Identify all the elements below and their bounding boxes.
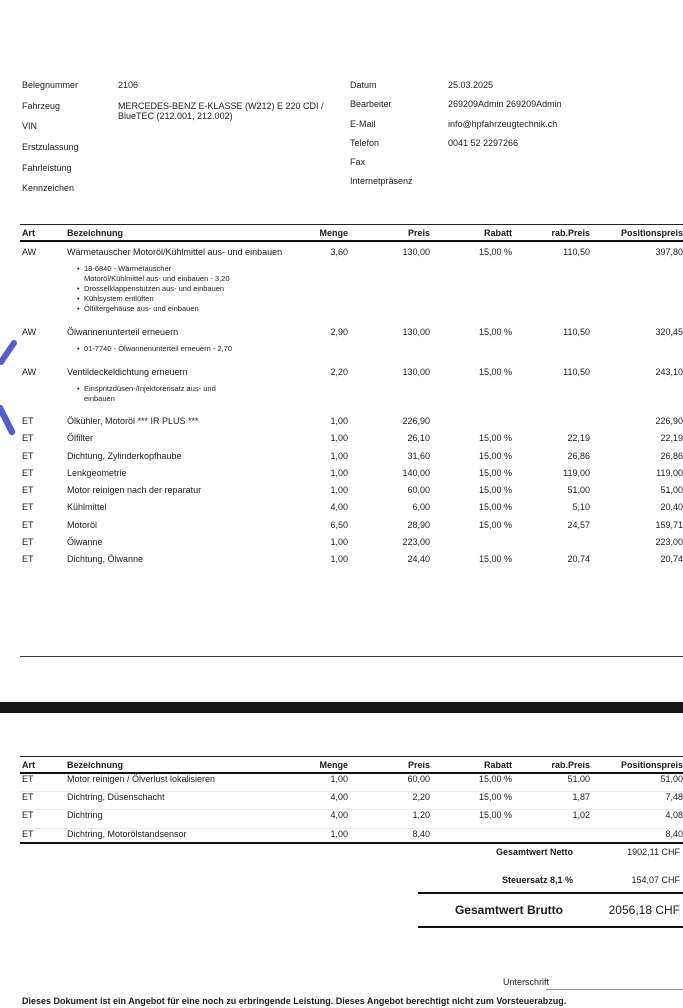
footer-disclaimer: Dieses Dokument ist ein Angebot für eine noch zu erbringende Leistung. Dieses Angebot berechtigt nicht zum Vorsteuerabzug. [22,996,567,1006]
cell-art: ET [22,537,34,548]
sub-position-item: • Drosselklappenstutzen aus- und einbauen [77,284,232,294]
col-menge: Menge [319,228,348,238]
cell-pospreis: 26,86 [660,450,683,461]
cell-preis: 130,00 [402,367,430,377]
col-pospreis: Positionspreis [620,760,683,770]
table-row [20,327,683,354]
info-label: Erstzulassung [22,142,79,153]
cell-bezeichnung: Ölwannenunterteil erneuern [67,327,179,337]
cell-pospreis: 223,00 [655,537,683,548]
col-rabatt: Rabatt [483,760,512,770]
table-row [20,485,683,502]
info-label: Internetpräsenz [350,176,413,187]
table-row [20,537,683,554]
sub-position-item: • Ölfiltergehäuse aus- und einbauen [77,304,232,314]
info-label: Fahrzeug [22,100,61,111]
col-art: Art [22,760,35,770]
info-label: E-Mail [350,118,376,129]
cell-rabpreis [512,416,590,427]
info-row [22,163,342,184]
col-rabatt: Rabatt [483,228,512,238]
cell-menge: 1,00 [330,416,348,426]
totals-rule-top [418,892,683,894]
cell-preis: 26,10 [407,433,430,444]
table-row [20,468,683,485]
cell-rabpreis: 51,00 [567,774,590,784]
total-netto-value: 1902,11 CHF [627,847,680,857]
cell-preis: 223,00 [402,537,430,548]
info-row [350,138,683,157]
cell-art: ET [22,519,34,530]
total-netto-row [350,847,680,857]
col-rabpreis: rab.Preis [551,760,590,770]
cell-pospreis: 4,08 [665,810,683,821]
table-row [20,520,683,537]
info-row [22,183,342,204]
cell-menge: 4,00 [330,792,348,803]
cell-rabpreis: 51,00 [567,485,590,496]
info-value: 0041 52 2297266 [448,137,519,148]
col-preis: Preis [407,760,430,770]
cell-rabpreis: 1,87 [572,792,590,803]
cell-rabatt: 15,00 % [478,502,512,513]
cell-menge: 3,60 [330,247,348,257]
col-menge: Menge [319,760,348,770]
cell-art: ET [22,416,34,426]
col-art: Art [22,228,35,238]
cell-menge: 6,50 [330,519,348,530]
sub-position-item: • Einspritzdüsen-/Injektorensatz aus- und einbauen [77,384,232,404]
cell-menge: 1,00 [330,537,348,548]
info-row [350,99,683,118]
cell-rabpreis: 22,19 [567,433,590,444]
cell-rabpreis: 24,57 [567,519,590,530]
cell-preis: 130,00 [402,327,430,337]
total-brutto-label: Gesamtwert Brutto [454,903,563,917]
col-bez: Bezeichnung [67,760,124,770]
cell-bezeichnung: Ölfilter [67,433,94,444]
cell-pospreis: 226,90 [655,416,683,426]
cell-rabpreis: 110,50 [563,327,590,337]
cell-bezeichnung: Dichtring, Düsenschacht [67,792,165,803]
cell-rabatt: 15,00 % [478,485,512,496]
info-label: VIN [22,121,38,132]
cell-rabpreis: 5,10 [572,502,590,513]
cell-preis: 6,00 [412,502,430,513]
table-rows [20,247,683,572]
table-row [20,416,683,433]
cell-pospreis: 51,00 [660,774,683,784]
table-rows [20,774,683,844]
totals-rule-bottom [418,926,683,928]
cell-bezeichnung: Lenkgeometrie [67,467,127,478]
cell-preis: 31,60 [407,450,430,461]
info-row [350,119,683,138]
cell-preis: 1,20 [412,810,430,821]
cell-preis: 24,40 [407,554,430,565]
cell-art: ET [22,450,34,461]
info-label: Fahrleistung [22,162,72,173]
cell-bezeichnung: Dichtung, Ölwanne [67,554,144,565]
total-netto-label: Gesamtwert Netto [495,847,573,857]
table-row [20,810,683,828]
page-break-bar [0,702,683,713]
cell-bezeichnung: Dichtring [67,810,103,821]
cell-rabatt: 15,00 % [478,519,512,530]
total-brutto-row [350,903,680,917]
cell-rabpreis: 20,74 [567,554,590,565]
sub-position-item: • 18-6840 - Wärmetauscher Motoröl/Kühlmittel aus- und einbauen - 3,20 [77,264,232,284]
items-table-page1 [20,224,683,572]
total-tax-label: Steuersatz 8,1 % [501,875,573,885]
cell-art: ET [22,467,34,478]
cell-menge: 1,00 [330,828,348,839]
info-label: Fax [350,157,366,168]
info-value: MERCEDES-BENZ E-KLASSE (W212) E 220 CDI / BlueTEC (212.001, 212.002) [118,100,324,121]
table-row [20,247,683,314]
table-row [20,829,683,842]
cell-pospreis: 119,00 [656,467,683,478]
cell-rabpreis: 110,50 [563,367,590,377]
table-header [20,756,683,774]
cell-pospreis: 20,74 [660,554,683,565]
info-label: Datum [350,80,377,90]
cell-rabpreis: 119,00 [563,467,590,478]
cell-art: ET [22,828,34,839]
document-info-left [22,80,342,204]
cell-preis: 8,40 [412,828,430,839]
table-row [20,367,683,404]
cell-bezeichnung: Motor reinigen nach der reparatur [67,485,202,496]
cell-bezeichnung: Wärmetauscher Motoröl/Kühlmittel aus- und einbauen [67,247,283,257]
cell-bezeichnung: Dichtring, Motorölstandsensor [67,828,187,839]
table-row [20,433,683,450]
cell-pospreis: 243,10 [655,367,683,377]
cell-rabatt: 15,00 % [478,810,512,821]
cell-menge: 2,90 [330,327,348,337]
total-tax-value: 154,07 CHF [631,875,680,885]
cell-rabatt: 15,00 % [478,792,512,803]
info-value: 269209Admin 269209Admin [448,99,562,110]
cell-rabatt [430,416,512,427]
cell-pospreis: 20,40 [660,502,683,513]
cell-preis: 60,00 [407,774,430,784]
cell-rabatt: 15,00 % [478,450,512,461]
table-row [20,451,683,468]
info-row [22,101,342,122]
cell-rabpreis [512,829,590,840]
col-pospreis: Positionspreis [620,228,683,238]
cell-art: AW [22,367,37,377]
sub-position-item: • 01-7740 - Ölwannenunterteil erneuern - 2,70 [77,344,232,354]
info-row [350,157,683,176]
cell-art: ET [22,810,34,821]
info-row [350,176,683,195]
total-tax-row [350,875,680,885]
info-label: Bearbeiter [350,99,392,110]
cell-pospreis: 7,48 [665,792,683,803]
cell-rabatt: 15,00 % [478,774,512,784]
cell-preis: 140,00 [402,467,430,478]
cell-pospreis: 397,80 [655,247,683,257]
cell-rabatt: 15,00 % [478,367,512,377]
cell-preis: 130,00 [402,247,430,257]
sub-position-list [67,384,232,404]
cell-rabpreis: 110,50 [563,247,590,257]
cell-art: ET [22,485,34,496]
cell-bezeichnung: Kühlmittel [67,502,107,513]
info-value: 25.03.2025 [448,80,494,90]
cell-menge: 1,00 [330,467,348,478]
table-row [20,774,683,792]
info-label: Belegnummer [22,80,79,90]
cell-menge: 2,20 [330,367,348,377]
signature-label: Unterschrift [503,977,550,987]
table-row [20,554,683,571]
cell-menge: 1,00 [330,450,348,461]
info-value: info@hpfahrzeugtechnik.ch [448,118,558,129]
cell-art: ET [22,554,34,565]
cell-rabatt: 15,00 % [478,467,512,478]
cell-preis: 226,90 [402,416,430,426]
cell-preis: 60,00 [407,485,430,496]
total-brutto-value: 2056,18 CHF [608,903,680,917]
cell-rabpreis: 26,86 [567,450,590,461]
col-bez: Bezeichnung [67,228,124,238]
cell-rabpreis: 1,02 [572,810,590,821]
info-row [350,80,683,99]
cell-bezeichnung: Dichtung, Zylinderkopfhaube [67,450,182,461]
info-value: 2106 [118,80,139,90]
cell-bezeichnung: Motoröl [67,519,98,530]
cell-menge: 1,00 [330,554,348,565]
table-row [20,792,683,810]
cell-bezeichnung: Ventildeckeldichtung erneuern [67,367,188,377]
cell-art: ET [22,433,34,444]
table-header [20,224,683,242]
cell-art: ET [22,502,34,513]
signature-line [546,989,683,990]
cell-art: ET [22,792,34,803]
col-preis: Preis [407,228,430,238]
cell-menge: 4,00 [330,502,348,513]
document-info-right [350,80,683,196]
cell-pospreis: 22,19 [660,433,683,444]
items-table-page2 [20,756,683,844]
sub-position-item: • Kühlsystem entlüften [77,294,232,304]
table-row [20,502,683,519]
cell-bezeichnung: Ölkühler, Motoröl *** IR PLUS *** [67,416,199,426]
cell-pospreis: 51,00 [660,485,683,496]
info-row [22,121,342,142]
cell-rabatt [430,829,512,840]
cell-menge: 1,00 [330,433,348,444]
cell-pospreis: 320,45 [655,327,683,337]
cell-art: AW [22,327,37,337]
cell-rabatt: 15,00 % [478,247,512,257]
cell-rabatt [430,537,512,548]
cell-art: ET [22,774,34,784]
cell-menge: 1,00 [330,774,348,784]
cell-art: AW [22,247,37,257]
info-row [22,142,342,163]
cell-rabpreis [512,537,590,548]
cell-preis: 2,20 [412,792,430,803]
cell-preis: 28,90 [407,519,430,530]
cell-pospreis: 8,40 [665,828,683,839]
sub-position-list [67,344,232,354]
col-rabpreis: rab.Preis [551,228,590,238]
cell-menge: 1,00 [330,485,348,496]
cell-rabatt: 15,00 % [478,327,512,337]
info-label: Kennzeichen [22,183,75,194]
cell-pospreis: 159,71 [655,519,683,530]
page1-bottom-rule [20,656,683,657]
cell-rabatt: 15,00 % [478,433,512,444]
cell-bezeichnung: Motor reinigen / Ölverlust lokalisieren [67,774,216,784]
cell-rabatt: 15,00 % [478,554,512,565]
cell-bezeichnung: Ölwanne [67,537,103,548]
info-label: Telefon [350,137,380,148]
sub-position-list [67,264,232,314]
info-row [22,80,342,101]
cell-menge: 4,00 [330,810,348,821]
